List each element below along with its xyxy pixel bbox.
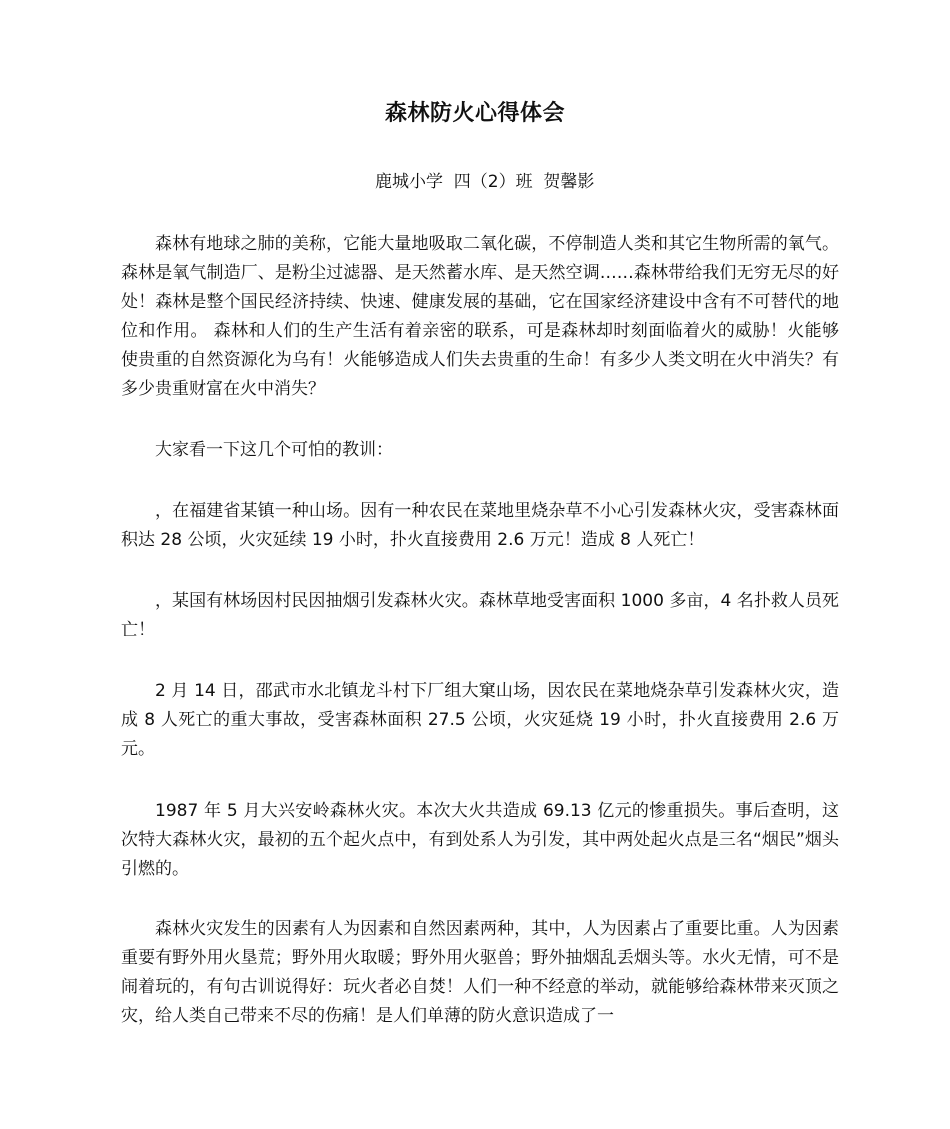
paragraph-daxinganling-fire: 1987 年 5 月大兴安岭森林火灾。本次大火共造成 69.13 亿元的惨重损失。事后查明，这次特大森林火灾，最初的五个起火点中，有到处系人为引发，其中两处起火点是三名“烟民”烟头引燃的。 [121,801,839,879]
paragraph-forest-farm-fire: ，某国有林场因村民因抽烟引发森林火灾。森林草地受害面积 1000 多亩，4 名扑救人员死亡！ [121,591,839,640]
paragraph-shaowu-fire: 2 月 14 日，邵武市水北镇龙斗村下厂组大窠山场，因农民在菜地烧杂草引发森林火灾，造成 8 人死亡的重大事故，受害森林面积 27.5 公顷，火灾延烧 19 小时，扑火直接费用 2.6 万元。 [121,681,839,759]
paragraph-intro: 森林有地球之肺的美称，它能大量地吸取二氧化碳，不停制造人类和其它生物所需的氧气。 森林是氧气制造厂、是粉尘过滤器、是天然蓄水库、是天然空调……森林带给我们无穷无尽的好处！森林是整个国民经济持续、快速、健康发展的基础，它在国家经济建设中含有不可替代的地位和作用。 森林和人们的生产生活有着亲密的联系，可是森林却时刻面临着火的威胁！火能够使贵重的自然资源化为乌有！火能够造成人们失去贵重的生命！有多少人类文明在火中消失？有多少贵重财富在火中消失？ [121,234,839,399]
paragraph-lessons-heading: 大家看一下这几个可怕的教训： [155,440,393,460]
paragraph-fujian-fire: ，在福建省某镇一种山场。因有一种农民在菜地里烧杂草不小心引发森林火灾，受害森林面积达 28 公顷，火灾延续 19 小时，扑火直接费用 2.6 万元！造成 8 人死亡！ [121,501,839,550]
paragraph-fire-causes: 森林火灾发生的因素有人为因素和自然因素两种，其中，人为因素占了重要比重。人为因素重要有野外用火垦荒；野外用火取暖；野外用火驱兽；野外抽烟乱丢烟头等。水火无情，可不是闹着玩的，有句古训说得好：玩火者必自焚！人们一种不经意的举动，就能够给森林带来灭顶之灾，给人类自己带来不尽的伤痛！是人们单薄的防火意识造成了一 [121,919,839,1026]
author-byline: 鹿城小学 四（2）班 贺馨影 [375,172,595,192]
document-title: 森林防火心得体会 [384,101,565,126]
